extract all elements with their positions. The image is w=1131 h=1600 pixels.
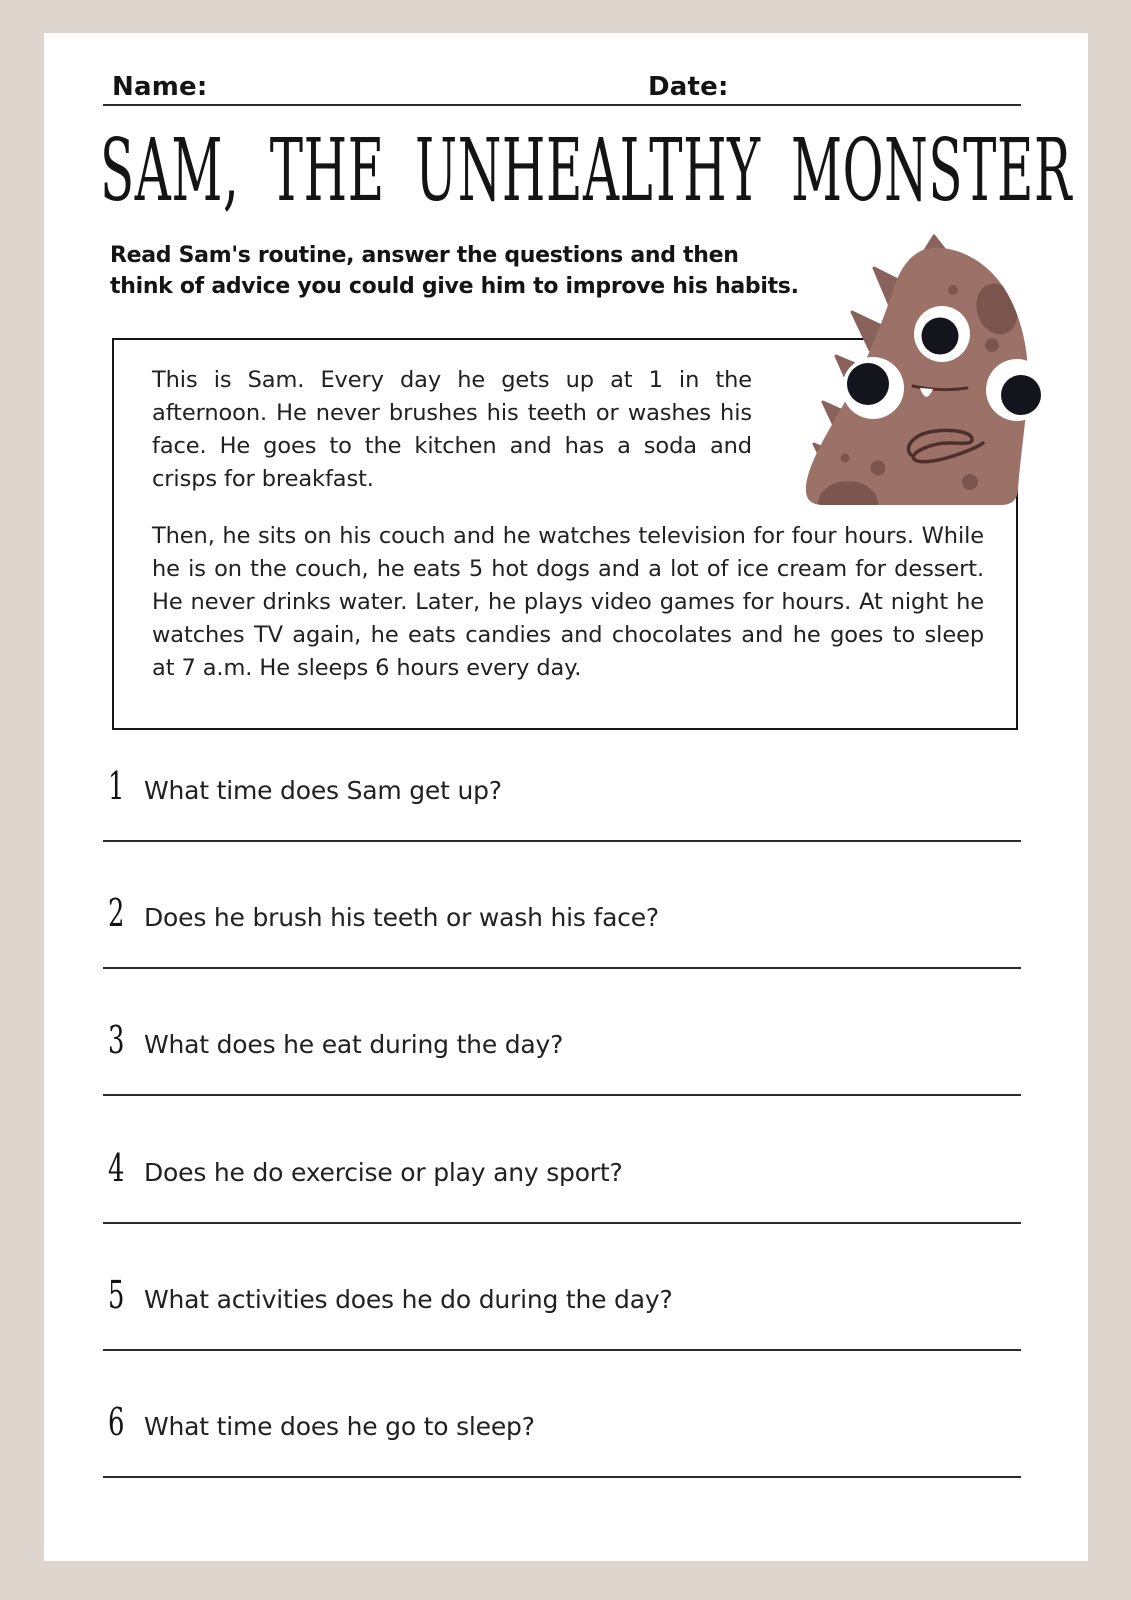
question-number: 5 [108,1273,125,1317]
monster-illustration [790,224,1050,514]
question-item [108,1400,1021,1444]
monster-eye-top [914,306,970,362]
monster-eye-left [842,357,904,419]
name-label: Name: [112,72,208,102]
answer-line[interactable] [103,1094,1021,1096]
instructions-line-1: Read Sam's routine, answer the questions and then [110,243,739,268]
question-text: Does he brush his teeth or wash his face? [144,903,659,932]
monster-eye-right [986,359,1048,421]
question-item [108,891,1021,935]
answer-line[interactable] [103,1222,1021,1224]
passage-paragraph-2: Then, he sits on his couch and he watches television for four hours. While he is on the couch, he eats 5 hot dogs and a lot of ice cream for dessert. He never drinks water. Later, he plays video games for hours. At night he watches TV again, he eats candies and chocolates and he goes to sleep at 7 a.m. He sleeps 6 hours every day. [152,523,984,681]
question-item [108,1146,1021,1190]
answer-line[interactable] [103,1476,1021,1478]
question-item [108,1273,1021,1317]
question-number: 4 [108,1146,125,1190]
answer-line[interactable] [103,840,1021,842]
answer-line[interactable] [103,967,1021,969]
answer-line[interactable] [103,1349,1021,1351]
instructions-line-2: think of advice you could give him to improve his habits. [110,274,799,299]
question-number: 2 [108,891,125,935]
question-text: What time does he go to sleep? [144,1412,535,1441]
page-title: SAM, THE UNHEALTHY MONSTER [100,121,1073,221]
instructions-text [110,240,799,302]
question-item [108,1018,1021,1062]
question-text: What time does Sam get up? [144,776,502,805]
question-number: 6 [108,1400,125,1444]
question-text: What activities does he do during the day? [144,1285,673,1314]
question-number: 3 [108,1018,125,1062]
name-date-write-line[interactable] [103,104,1021,106]
question-item [108,764,1021,808]
question-text: Does he do exercise or play any sport? [144,1158,623,1187]
passage-paragraph-1: This is Sam. Every day he gets up at 1 in the afternoon. He never brushes his teeth or washes his face. He goes to the kitchen and has a soda and crisps for breakfast. [152,367,752,492]
date-label: Date: [648,72,729,102]
question-number: 1 [108,764,125,808]
question-text: What does he eat during the day? [144,1030,564,1059]
